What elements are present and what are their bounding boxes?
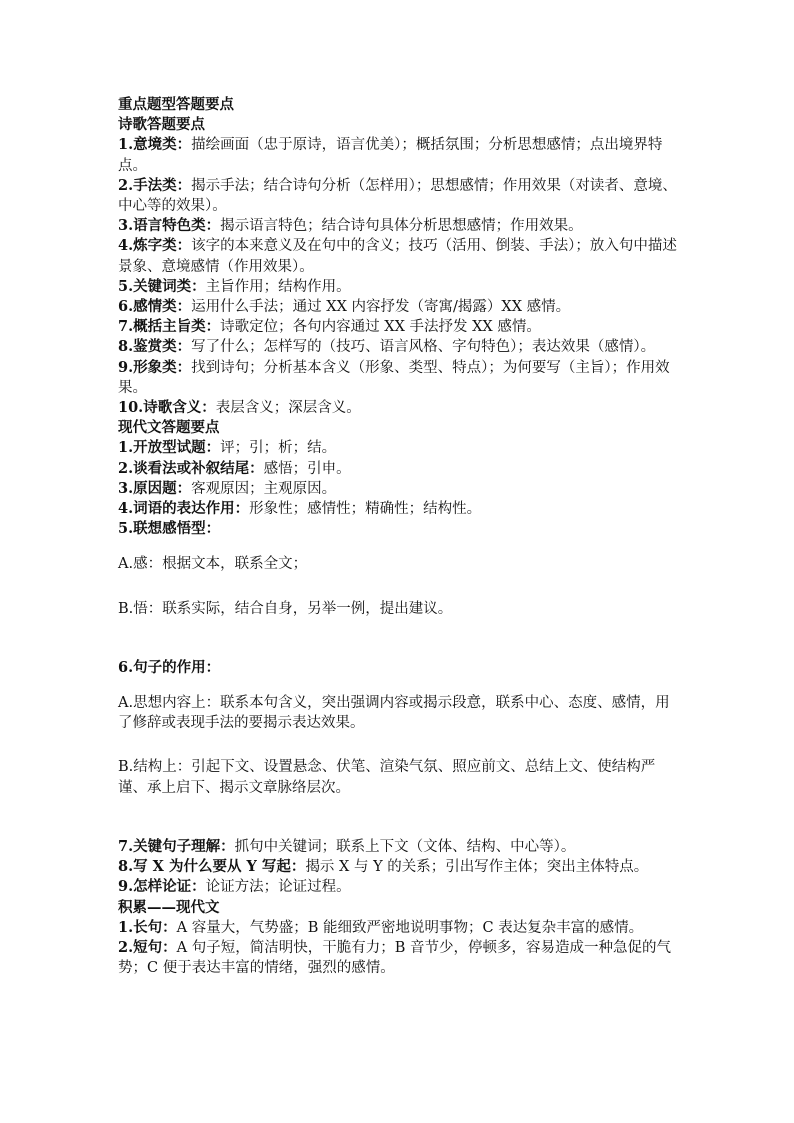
poetry-item-4: 4.炼字类：该字的本来意义及在句中的含义；技巧（活用、倒装、手法）；放入句中描述景象、意境感情（作用效果）。: [118, 237, 677, 275]
spacer: [118, 575, 684, 599]
spacer: [118, 822, 684, 837]
modern-item-5b: B.悟：联系实际，结合自身，另举一例，提出建议。: [118, 600, 453, 617]
spacer: [118, 798, 684, 822]
spacer: [118, 678, 684, 693]
accum-item-2: 2.短句：A 句子短，简洁明快，干脆有力；B 音节少，停顿多，容易造成一种急促的气势；C 便于表达丰富的情绪，强烈的感情。: [118, 938, 671, 977]
modern-item-3: 3.原因题：客观原因；主观原因。: [118, 479, 337, 497]
accum-item-1: 1.长句：A 容量大，气势盛；B 能细致严密地说明事物；C 表达复杂丰富的感情。: [118, 918, 644, 936]
accum-heading: 积累——现代文: [118, 898, 220, 916]
modern-item-2: 2.谈看法或补叙结尾：感悟；引申。: [118, 459, 351, 477]
spacer: [118, 619, 684, 643]
modern-item-6b: B.结构上：引起下文、设置悬念、伏笔、渲染气氛、照应前文、总结上文、使结构严谨、承上启下、揭示文章脉络层次。: [118, 759, 656, 796]
modern-item-1: 1.开放型试题：评；引；析；结。: [118, 439, 337, 457]
modern-heading: 现代文答题要点: [118, 419, 220, 437]
modern-item-5a: A.感：根据文本，联系全文；: [118, 556, 308, 573]
modern-item-9: 9.怎样论证：论证方法；论证过程。: [118, 878, 351, 896]
poetry-item-9: 9.形象类：找到诗句；分析基本含义（形象、类型、特点）；为何要写（主旨）；作用效果。: [118, 358, 670, 396]
poetry-heading: 诗歌答题要点: [118, 116, 205, 134]
poetry-item-8: 8.鉴赏类：写了什么；怎样写的（技巧、语言风格、字句特色）；表达效果（感情）。: [118, 338, 656, 356]
modern-item-7: 7.关键句子理解：抓句中关键词；联系上下文（文体、结构、中心等）。: [118, 837, 576, 855]
spacer: [118, 539, 684, 554]
modern-item-6: 6.句子的作用：: [118, 658, 221, 676]
spacer: [118, 643, 684, 658]
poetry-item-7: 7.概括主旨类：诗歌定位；各句内容通过 XX 手法抒发 XX 感情。: [118, 318, 541, 336]
poetry-item-10: 10.诗歌含义：表层含义；深层含义。: [118, 399, 361, 417]
modern-item-6a: A.思想内容上：联系本句含义，突出强调内容或揭示段意，联系中心、态度、感情，用了修辞或表现手法的要揭示表达效果。: [118, 695, 670, 732]
poetry-item-1: 1.意境类：描绘画面（忠于原诗，语言优美）；概括氛围；分析思想感情；点出境界特点。: [118, 136, 663, 174]
doc-title: 重点题型答题要点: [118, 96, 234, 113]
poetry-item-2: 2.手法类：揭示手法；结合诗句分析（怎样用）；思想感情；作用效果（对读者、意境、中心等的效果）。: [118, 176, 677, 215]
modern-item-5: 5.联想感悟型：: [118, 520, 221, 538]
modern-item-8: 8.写 X 为什么要从 Y 写起：揭示 X 与 Y 的关系；引出写作主体；突出主体特点。: [118, 858, 649, 876]
poetry-item-5: 5.关键词类：主旨作用；结构作用。: [118, 277, 351, 295]
modern-item-4: 4.词语的表达作用：形象性；感情性；精确性；结构性。: [118, 500, 482, 518]
spacer: [118, 733, 684, 757]
poetry-item-3: 3.语言特色类：揭示语言特色；结合诗句具体分析思想感情；作用效果。: [118, 217, 583, 235]
poetry-item-6: 6.感情类：运用什么手法；通过 XX 内容抒发（寄寓/揭露）XX 感情。: [118, 298, 571, 316]
